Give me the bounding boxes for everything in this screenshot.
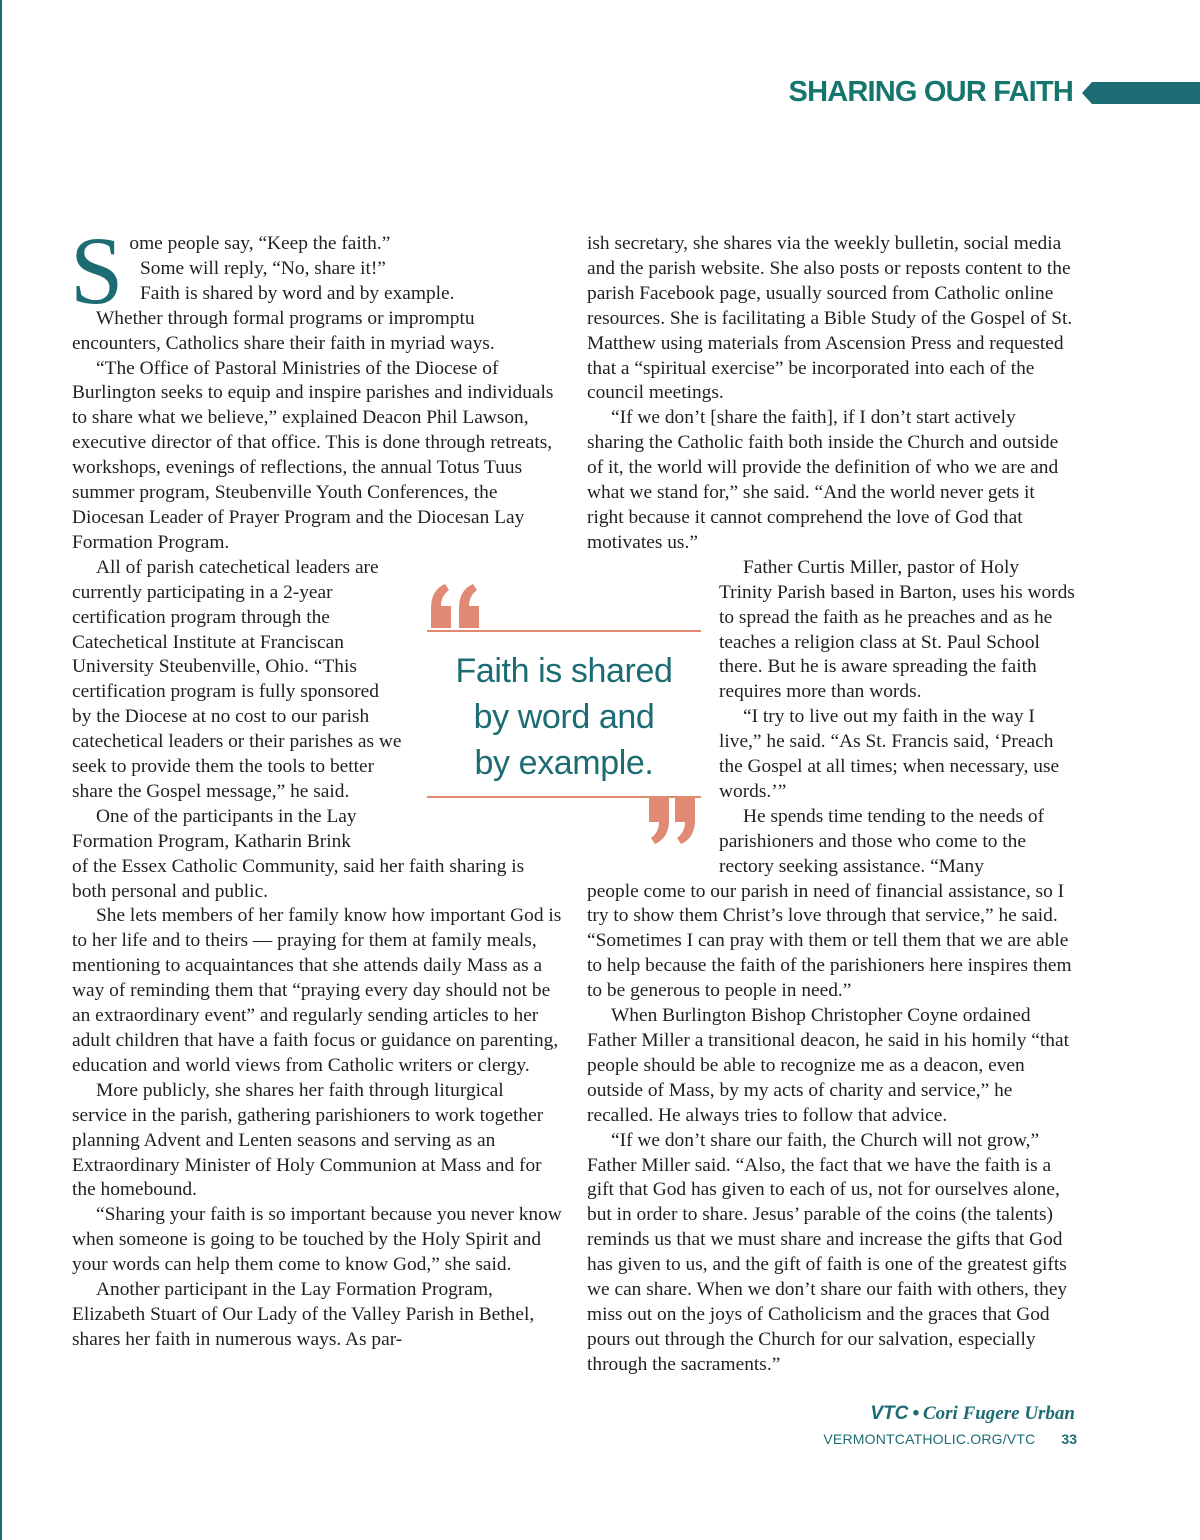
paragraph: One of the participants in the Lay Formation Program, Katharin Brink — [72, 805, 357, 852]
byline-separator: • — [912, 1403, 919, 1424]
pull-quote-rule-top — [427, 630, 701, 632]
paragraph: All of parish catechetical leaders are currently participating in a 2-year certification program through the Catechetical Institute at Franciscan University Steubenville, Ohio. “This certification program is fully sponsored by the Diocese at no cost to our parish catechetical leaders or their parishes as we seek to provide them the tools to better share the Gospel message,” he said. — [72, 556, 402, 802]
lead-line-1: ome people say, “Keep the faith.” — [129, 233, 391, 254]
lead-line-3: Faith is shared by word and by example. — [140, 282, 455, 304]
page-edge-rule — [0, 0, 2, 1540]
paragraph: She lets members of her family know how important God is to her life and to theirs — praying for them at family meals, mentioning to acquaintances that she attends daily Mass as a way of reminding them that “praying every day should not be an extraordinary event” and regularly sending articles to her adult children that have a faith focus or guidance on parenting, education and world views from Catholic writers or clergy. — [72, 905, 562, 1076]
pull-quote-line: Faith is shared — [455, 652, 673, 690]
paragraph: “If we don’t share our faith, the Church will not grow,” Father Miller said. “Also, the fact that we have the faith is a gift that God has given to each of us, not for ourselves alone, but in order to share. Jesus’ parable of the coins (the talents) reminds us that we must share and increase the gifts that God has given to us, and the gift of faith is one of the greatest gifts we can share. When we don’t share our faith with others, they miss out on the joys of Catholicism and the graces that God pours out through the Church for our salvation, especially through the sacraments.” — [587, 1129, 1068, 1375]
paragraph-continued: people come to our parish in need of financial assistance, so I try to show them Christ’s love through that service,” he said. “Sometimes I can pray with them or tell them that we are able to help because the faith of the parishioners here inspires them to be generous to people in need.” — [587, 880, 1072, 1002]
footer-url[interactable]: VERMONTCATHOLIC.ORG/VTC — [823, 1431, 1036, 1447]
section-title-tab — [1082, 82, 1200, 104]
pull-quote — [427, 584, 701, 846]
paragraph: More publicly, she shares her faith through liturgical service in the parish, gathering parishioners to work together planning Advent and Lenten seasons and serving as an Extraordinary Minister of Holy Communion at Mass and for the homebound. — [72, 1079, 544, 1201]
pull-quote-text — [427, 648, 701, 786]
paragraph: “The Office of Pastoral Ministries of the Diocese of Burlington seeks to equip and inspire parishes and individuals to share what we believe,” explained Deacon Phil Lawson, executive director of that office. This is done through retreats, workshops, evenings of reflections, the annual Totus Tuus summer program, Steubenville Youth Conferences, the Diocesan Leader of Prayer Program and the Diocesan Lay Formation Program. — [72, 357, 554, 553]
paragraph-continued: of the Essex Catholic Community, said her faith sharing is both personal and public. — [72, 855, 525, 902]
paragraph: When Burlington Bishop Christopher Coyne ordained Father Miller a transitional deacon, he said in his homily “that people should be able to recognize me as a deacon, even outside of Mass, by my acts of charity and service,” he recalled. He always tries to follow that advice. — [587, 1005, 1069, 1126]
paragraph: “I try to live out my faith in the way I live,” he said. “As St. Francis said, ‘Preach the Gospel at all times; when necessary, use words.’” — [719, 706, 1060, 802]
drop-cap: S — [70, 217, 124, 324]
close-quote-icon — [645, 798, 701, 844]
pull-quote-line: by word and — [473, 698, 655, 736]
paragraph: Another participant in the Lay Formation Program, Elizabeth Stuart of Our Lady of the Valley Parish in Bethel, shares her faith in numerous ways. As par- — [72, 1279, 535, 1350]
paragraph: “Sharing your faith is so important because you never know when someone is going to be touched by the Holy Spirit and your words can help them come to know God,” she said. — [72, 1204, 562, 1276]
pull-quote-line: by example. — [474, 744, 654, 782]
lead-line-2: Some will reply, “No, share it!” — [140, 257, 386, 279]
open-quote-icon — [427, 584, 487, 630]
section-title: SHARING OUR FAITH — [788, 76, 1073, 108]
byline-author: Cori Fugere Urban — [922, 1403, 1075, 1424]
paragraph: Whether through formal programs or impromptu encounters, Catholics share their faith in myriad ways. — [72, 307, 495, 354]
byline — [870, 1403, 1075, 1425]
paragraph-continued: ish secretary, she shares via the weekly bulletin, social media and the parish website. She also posts or reposts content to the parish Facebook page, usually sourced from Catholic online resources. She is facilitating a Bible Study of the Gospel of St. Matthew using materials from Ascension Press and requested that a “spiritual exercise” be incorporated into each of the council meetings. — [587, 233, 1073, 404]
page-number: 33 — [1061, 1431, 1077, 1447]
paragraph: Father Curtis Miller, pastor of Holy Trinity Parish based in Barton, uses his words to spread the faith as he preaches and as he teaches a religion class at St. Paul School there. But he is aware spreading the faith requires more than words. — [719, 556, 1075, 703]
page-footer — [823, 1431, 1077, 1447]
paragraph: He spends time tending to the needs of parishioners and those who come to the rectory seeking assistance. “Many — [719, 805, 1045, 877]
byline-org: VTC — [870, 1403, 909, 1424]
paragraph: “If we don’t [share the faith], if I don’t start actively sharing the Catholic faith both inside the Church and outside of it, the world will provide the definition of who we are and what we stand for,” she said. “And the world never gets it right because it cannot comprehend the love of God that motivates us.” — [587, 407, 1059, 553]
